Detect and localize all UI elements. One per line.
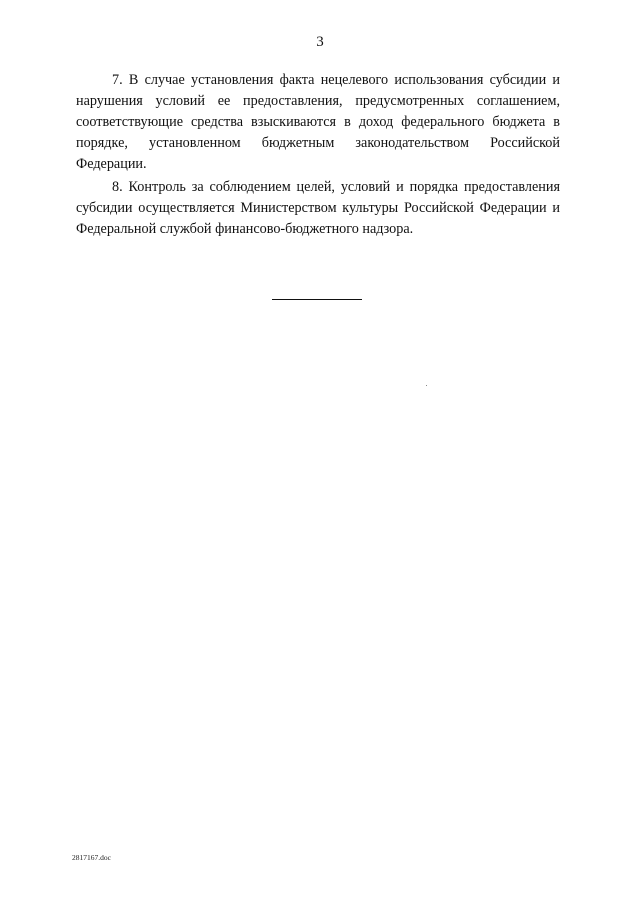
paragraph-7: 7. В случае установления факта нецелевого использования субсидии и нарушения условий ее предоставления, предусмотренных соглашением, соответствующие средства взыскиваются в доход федерального бюджета в порядке, установленном бюджетным законодательством Российской Федерации. xyxy=(76,72,560,172)
page-number: 3 xyxy=(316,34,324,50)
scan-speck xyxy=(426,385,427,386)
end-of-text-rule xyxy=(272,299,362,300)
footer-file-name: 2817167.doc xyxy=(72,853,111,862)
paragraph-8: 8. Контроль за соблюдением целей, условий и порядка предоставления субсидии осуществляется Министерством культуры Российской Федерации и Федеральной службой финансово-бюджетного надзора. xyxy=(76,179,560,237)
document-body xyxy=(76,70,560,242)
